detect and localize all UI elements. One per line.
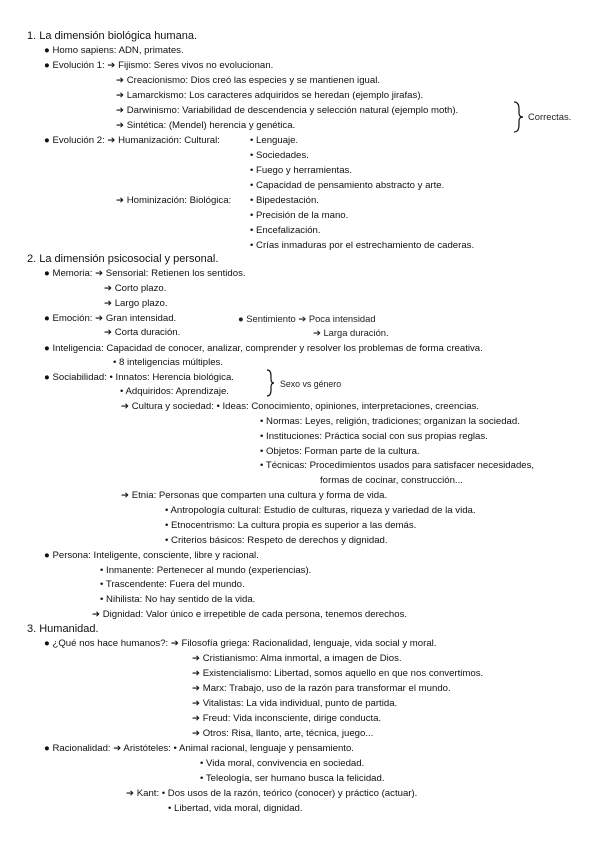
evolucion-2-item: ● Evolución 2: ➔ Humanización: Cultural: <box>44 135 220 146</box>
memoria-corto: ➔ Corto plazo. <box>104 283 167 294</box>
adquiridos-item: • Adquiridos: Aprendizaje. <box>120 386 229 397</box>
memoria-largo: ➔ Largo plazo. <box>104 298 168 309</box>
persona-item: ● Persona: Inteligente, consciente, libre y racional. <box>44 550 259 561</box>
bio-bipedestacion: • Bipedestación. <box>250 195 319 206</box>
cultura-tecnicas: • Técnicas: Procedimientos usados para satisfacer necesidades, <box>260 460 535 471</box>
cultura-objetos: • Objetos: Forman parte de la cultura. <box>260 446 420 457</box>
evo1-darwinismo: ➔ Darwinismo: Variabilidad de descendencia y selección natural (ejemplo moth). <box>116 105 459 116</box>
persona-inmanente: • Inmanente: Pertenecer al mundo (experiencias). <box>100 565 312 576</box>
que-nos-hace-humanos: ● ¿Qué nos hace humanos?: ➔ Filosofía griega: Racionalidad, lenguaje, vida social y moral. <box>44 638 437 649</box>
correctas-note: Correctas. <box>528 111 572 122</box>
memoria-item: ● Memoria: ➔ Sensorial: Retienen los sentidos. <box>44 268 246 279</box>
evo1-lamarckismo: ➔ Lamarckismo: Los caracteres adquiridos se heredan (ejemplo jirafas). <box>116 90 424 101</box>
larga-duracion-note: ➔ Larga duración. <box>313 327 389 338</box>
aristoteles-teleologia: • Teleología, ser humano busca la felicidad. <box>200 773 385 784</box>
humanos-existencialismo: ➔ Existencialismo: Libertad, somos aquello en que nos convertimos. <box>192 668 484 679</box>
section-2-title: 2. La dimensión psicosocial y personal. <box>27 253 219 265</box>
evo1-sintetica: ➔ Sintética: (Mendel) herencia y genética. <box>116 120 296 131</box>
tecnicas-continuacion: formas de cocinar, construcción... <box>320 475 463 486</box>
humanos-marx: ➔ Marx: Trabajo, uso de la razón para transformar el mundo. <box>192 683 451 694</box>
humanos-freud: ➔ Freud: Vida inconsciente, dirige conducta. <box>192 713 382 724</box>
section-3-title: 3. Humanidad. <box>27 623 99 635</box>
homo-sapiens-item: ● Homo sapiens: ADN, primates. <box>44 45 184 56</box>
cultural-sociedades: • Sociedades. <box>250 150 309 161</box>
inteligencias-multiples: • 8 inteligencias múltiples. <box>113 357 224 368</box>
bio-crias: • Crías inmaduras por el estrechamiento de caderas. <box>250 240 475 251</box>
cultura-instituciones: • Instituciones: Práctica social con sus propias reglas. <box>260 431 488 442</box>
sexo-genero-note: Sexo vs género <box>280 379 342 389</box>
etnia-etnocentrismo: • Etnocentrismo: La cultura propia es superior a las demás. <box>165 520 417 531</box>
humanos-otros: ➔ Otros: Risa, llanto, arte, técnica, juego... <box>192 728 374 739</box>
cultura-sociedad-item: ➔ Cultura y sociedad: • Ideas: Conocimiento, opiniones, interpretaciones, creencias. <box>121 401 480 412</box>
cultura-normas: • Normas: Leyes, religión, tradiciones; organizan la sociedad. <box>260 416 520 427</box>
sentimiento-note: ● Sentimiento ➔ Poca intensidad <box>238 313 376 324</box>
evo1-creacionismo: ➔ Creacionismo: Dios creó las especies y se mantienen igual. <box>116 75 380 86</box>
cultural-lenguaje: • Lenguaje. <box>250 135 299 146</box>
inteligencia-item: ● Inteligencia: Capacidad de conocer, analizar, comprender y resolver los problemas de forma creativa. <box>44 343 483 354</box>
evolucion-1-item: ● Evolución 1: ➔ Fijismo: Seres vivos no evolucionan. <box>44 60 274 71</box>
aristoteles-vida-moral: • Vida moral, convivencia en sociedad. <box>200 758 365 769</box>
bio-precision: • Precisión de la mano. <box>250 210 349 221</box>
persona-trascendente: • Trascendente: Fuera del mundo. <box>100 579 245 590</box>
cultural-pensamiento: • Capacidad de pensamiento abstracto y arte. <box>250 180 445 191</box>
humanos-cristianismo: ➔ Cristianismo: Alma inmortal, a imagen de Dios. <box>192 653 402 664</box>
section-1-title: 1. La dimensión biológica humana. <box>27 30 198 42</box>
etnia-antropologia: • Antropología cultural: Estudio de culturas, riqueza y variedad de la vida. <box>165 505 476 516</box>
right-brace-icon <box>265 368 275 398</box>
sociabilidad-item: ● Sociabilidad: • Innatos: Herencia biológica. <box>44 372 234 383</box>
hominizacion-item: ➔ Hominización: Biológica: <box>116 195 232 206</box>
bio-encefalizacion: • Encefalización. <box>250 225 321 236</box>
etnia-criterios: • Criterios básicos: Respeto de derechos y dignidad. <box>165 535 388 546</box>
kant-libertad: • Libertad, vida moral, dignidad. <box>168 803 303 814</box>
persona-nihilista: • Nihilista: No hay sentido de la vida. <box>100 594 256 605</box>
etnia-item: ➔ Etnia: Personas que comparten una cultura y forma de vida. <box>121 490 388 501</box>
humanos-vitalistas: ➔ Vitalistas: La vida individual, punto de partida. <box>192 698 398 709</box>
emocion-corta: ➔ Corta duración. <box>104 327 181 338</box>
right-brace-icon <box>512 100 524 134</box>
cultural-fuego: • Fuego y herramientas. <box>250 165 353 176</box>
kant-item: ➔ Kant: • Dos usos de la razón, teórico (conocer) y práctico (actuar). <box>126 788 418 799</box>
emocion-item: ● Emoción: ➔ Gran intensidad. <box>44 313 177 324</box>
racionalidad-item: ● Racionalidad: ➔ Aristóteles: • Animal racional, lenguaje y pensamiento. <box>44 743 354 754</box>
dignidad-item: ➔ Dignidad: Valor único e irrepetible de cada persona, tenemos derechos. <box>92 609 408 620</box>
